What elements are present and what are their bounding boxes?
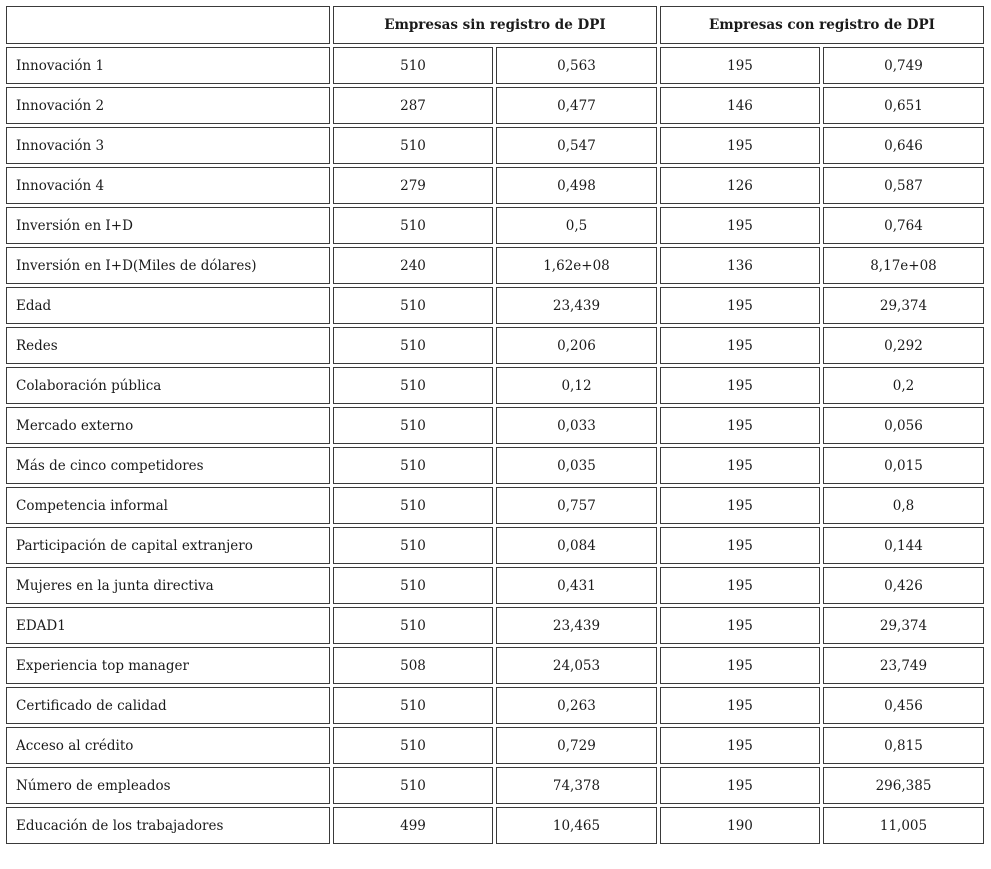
mean-without-dpi: 0,035 bbox=[496, 447, 657, 484]
row-label: Innovación 1 bbox=[6, 47, 330, 84]
n-with-dpi: 195 bbox=[660, 127, 820, 164]
n-with-dpi: 126 bbox=[660, 167, 820, 204]
mean-with-dpi: 296,385 bbox=[823, 767, 984, 804]
mean-with-dpi: 8,17e+08 bbox=[823, 247, 984, 284]
table-row bbox=[6, 207, 984, 244]
n-with-dpi: 195 bbox=[660, 47, 820, 84]
mean-with-dpi: 11,005 bbox=[823, 807, 984, 844]
n-without-dpi: 510 bbox=[333, 727, 493, 764]
n-without-dpi: 510 bbox=[333, 567, 493, 604]
table-body bbox=[6, 47, 984, 844]
table-row bbox=[6, 87, 984, 124]
table-row bbox=[6, 47, 984, 84]
n-without-dpi: 510 bbox=[333, 367, 493, 404]
row-label: Experiencia top manager bbox=[6, 647, 330, 684]
mean-with-dpi: 0,764 bbox=[823, 207, 984, 244]
row-label: EDAD1 bbox=[6, 607, 330, 644]
n-without-dpi: 510 bbox=[333, 327, 493, 364]
header-with-dpi: Empresas con registro de DPI bbox=[660, 6, 984, 44]
mean-without-dpi: 0,563 bbox=[496, 47, 657, 84]
n-with-dpi: 195 bbox=[660, 567, 820, 604]
row-label: Número de empleados bbox=[6, 767, 330, 804]
n-without-dpi: 510 bbox=[333, 207, 493, 244]
row-label: Participación de capital extranjero bbox=[6, 527, 330, 564]
n-with-dpi: 146 bbox=[660, 87, 820, 124]
table-row bbox=[6, 287, 984, 324]
header-corner-cell bbox=[6, 6, 330, 44]
mean-without-dpi: 0,5 bbox=[496, 207, 657, 244]
row-label: Mercado externo bbox=[6, 407, 330, 444]
row-label: Mujeres en la junta directiva bbox=[6, 567, 330, 604]
mean-without-dpi: 24,053 bbox=[496, 647, 657, 684]
table-row bbox=[6, 807, 984, 844]
n-with-dpi: 195 bbox=[660, 767, 820, 804]
table-row bbox=[6, 727, 984, 764]
n-without-dpi: 510 bbox=[333, 127, 493, 164]
row-label: Competencia informal bbox=[6, 487, 330, 524]
n-with-dpi: 195 bbox=[660, 487, 820, 524]
table-row bbox=[6, 607, 984, 644]
mean-with-dpi: 0,587 bbox=[823, 167, 984, 204]
table-row bbox=[6, 327, 984, 364]
row-label: Inversión en I+D bbox=[6, 207, 330, 244]
n-without-dpi: 510 bbox=[333, 487, 493, 524]
mean-without-dpi: 0,757 bbox=[496, 487, 657, 524]
table-row bbox=[6, 407, 984, 444]
row-label: Redes bbox=[6, 327, 330, 364]
table-row bbox=[6, 447, 984, 484]
header-without-dpi: Empresas sin registro de DPI bbox=[333, 6, 657, 44]
n-with-dpi: 195 bbox=[660, 327, 820, 364]
n-with-dpi: 195 bbox=[660, 647, 820, 684]
mean-without-dpi: 0,263 bbox=[496, 687, 657, 724]
table-row bbox=[6, 687, 984, 724]
table-row bbox=[6, 247, 984, 284]
mean-with-dpi: 0,056 bbox=[823, 407, 984, 444]
table-row bbox=[6, 527, 984, 564]
mean-with-dpi: 0,144 bbox=[823, 527, 984, 564]
mean-without-dpi: 0,206 bbox=[496, 327, 657, 364]
n-without-dpi: 510 bbox=[333, 607, 493, 644]
row-label: Innovación 3 bbox=[6, 127, 330, 164]
n-without-dpi: 510 bbox=[333, 447, 493, 484]
row-label: Innovación 4 bbox=[6, 167, 330, 204]
table-header-row bbox=[6, 6, 984, 44]
n-with-dpi: 190 bbox=[660, 807, 820, 844]
n-without-dpi: 510 bbox=[333, 767, 493, 804]
mean-without-dpi: 74,378 bbox=[496, 767, 657, 804]
mean-with-dpi: 0,426 bbox=[823, 567, 984, 604]
mean-without-dpi: 0,084 bbox=[496, 527, 657, 564]
row-label: Más de cinco competidores bbox=[6, 447, 330, 484]
row-label: Colaboración pública bbox=[6, 367, 330, 404]
n-without-dpi: 510 bbox=[333, 287, 493, 324]
n-without-dpi: 510 bbox=[333, 527, 493, 564]
mean-with-dpi: 29,374 bbox=[823, 287, 984, 324]
mean-without-dpi: 10,465 bbox=[496, 807, 657, 844]
mean-without-dpi: 0,431 bbox=[496, 567, 657, 604]
n-without-dpi: 279 bbox=[333, 167, 493, 204]
table-row bbox=[6, 767, 984, 804]
row-label: Innovación 2 bbox=[6, 87, 330, 124]
n-without-dpi: 510 bbox=[333, 47, 493, 84]
n-without-dpi: 510 bbox=[333, 407, 493, 444]
row-label: Inversión en I+D(Miles de dólares) bbox=[6, 247, 330, 284]
mean-with-dpi: 0,456 bbox=[823, 687, 984, 724]
mean-without-dpi: 0,498 bbox=[496, 167, 657, 204]
mean-without-dpi: 0,547 bbox=[496, 127, 657, 164]
row-label: Edad bbox=[6, 287, 330, 324]
table-row bbox=[6, 567, 984, 604]
mean-without-dpi: 23,439 bbox=[496, 287, 657, 324]
mean-with-dpi: 0,815 bbox=[823, 727, 984, 764]
mean-without-dpi: 1,62e+08 bbox=[496, 247, 657, 284]
mean-with-dpi: 0,8 bbox=[823, 487, 984, 524]
mean-without-dpi: 23,439 bbox=[496, 607, 657, 644]
n-with-dpi: 195 bbox=[660, 727, 820, 764]
mean-without-dpi: 0,729 bbox=[496, 727, 657, 764]
table-row bbox=[6, 367, 984, 404]
mean-with-dpi: 23,749 bbox=[823, 647, 984, 684]
row-label: Educación de los trabajadores bbox=[6, 807, 330, 844]
n-with-dpi: 136 bbox=[660, 247, 820, 284]
n-without-dpi: 508 bbox=[333, 647, 493, 684]
mean-with-dpi: 0,646 bbox=[823, 127, 984, 164]
n-with-dpi: 195 bbox=[660, 527, 820, 564]
mean-without-dpi: 0,477 bbox=[496, 87, 657, 124]
mean-without-dpi: 0,033 bbox=[496, 407, 657, 444]
mean-without-dpi: 0,12 bbox=[496, 367, 657, 404]
mean-with-dpi: 0,651 bbox=[823, 87, 984, 124]
n-without-dpi: 240 bbox=[333, 247, 493, 284]
table-row bbox=[6, 167, 984, 204]
mean-with-dpi: 29,374 bbox=[823, 607, 984, 644]
n-with-dpi: 195 bbox=[660, 687, 820, 724]
n-with-dpi: 195 bbox=[660, 207, 820, 244]
n-with-dpi: 195 bbox=[660, 607, 820, 644]
n-with-dpi: 195 bbox=[660, 447, 820, 484]
table-row bbox=[6, 487, 984, 524]
table-row bbox=[6, 127, 984, 164]
mean-with-dpi: 0,292 bbox=[823, 327, 984, 364]
descriptive-statistics-table bbox=[3, 3, 987, 847]
table-row bbox=[6, 647, 984, 684]
n-with-dpi: 195 bbox=[660, 287, 820, 324]
n-without-dpi: 287 bbox=[333, 87, 493, 124]
n-without-dpi: 510 bbox=[333, 687, 493, 724]
mean-with-dpi: 0,749 bbox=[823, 47, 984, 84]
n-without-dpi: 499 bbox=[333, 807, 493, 844]
mean-with-dpi: 0,015 bbox=[823, 447, 984, 484]
n-with-dpi: 195 bbox=[660, 407, 820, 444]
n-with-dpi: 195 bbox=[660, 367, 820, 404]
row-label: Acceso al crédito bbox=[6, 727, 330, 764]
row-label: Certificado de calidad bbox=[6, 687, 330, 724]
mean-with-dpi: 0,2 bbox=[823, 367, 984, 404]
